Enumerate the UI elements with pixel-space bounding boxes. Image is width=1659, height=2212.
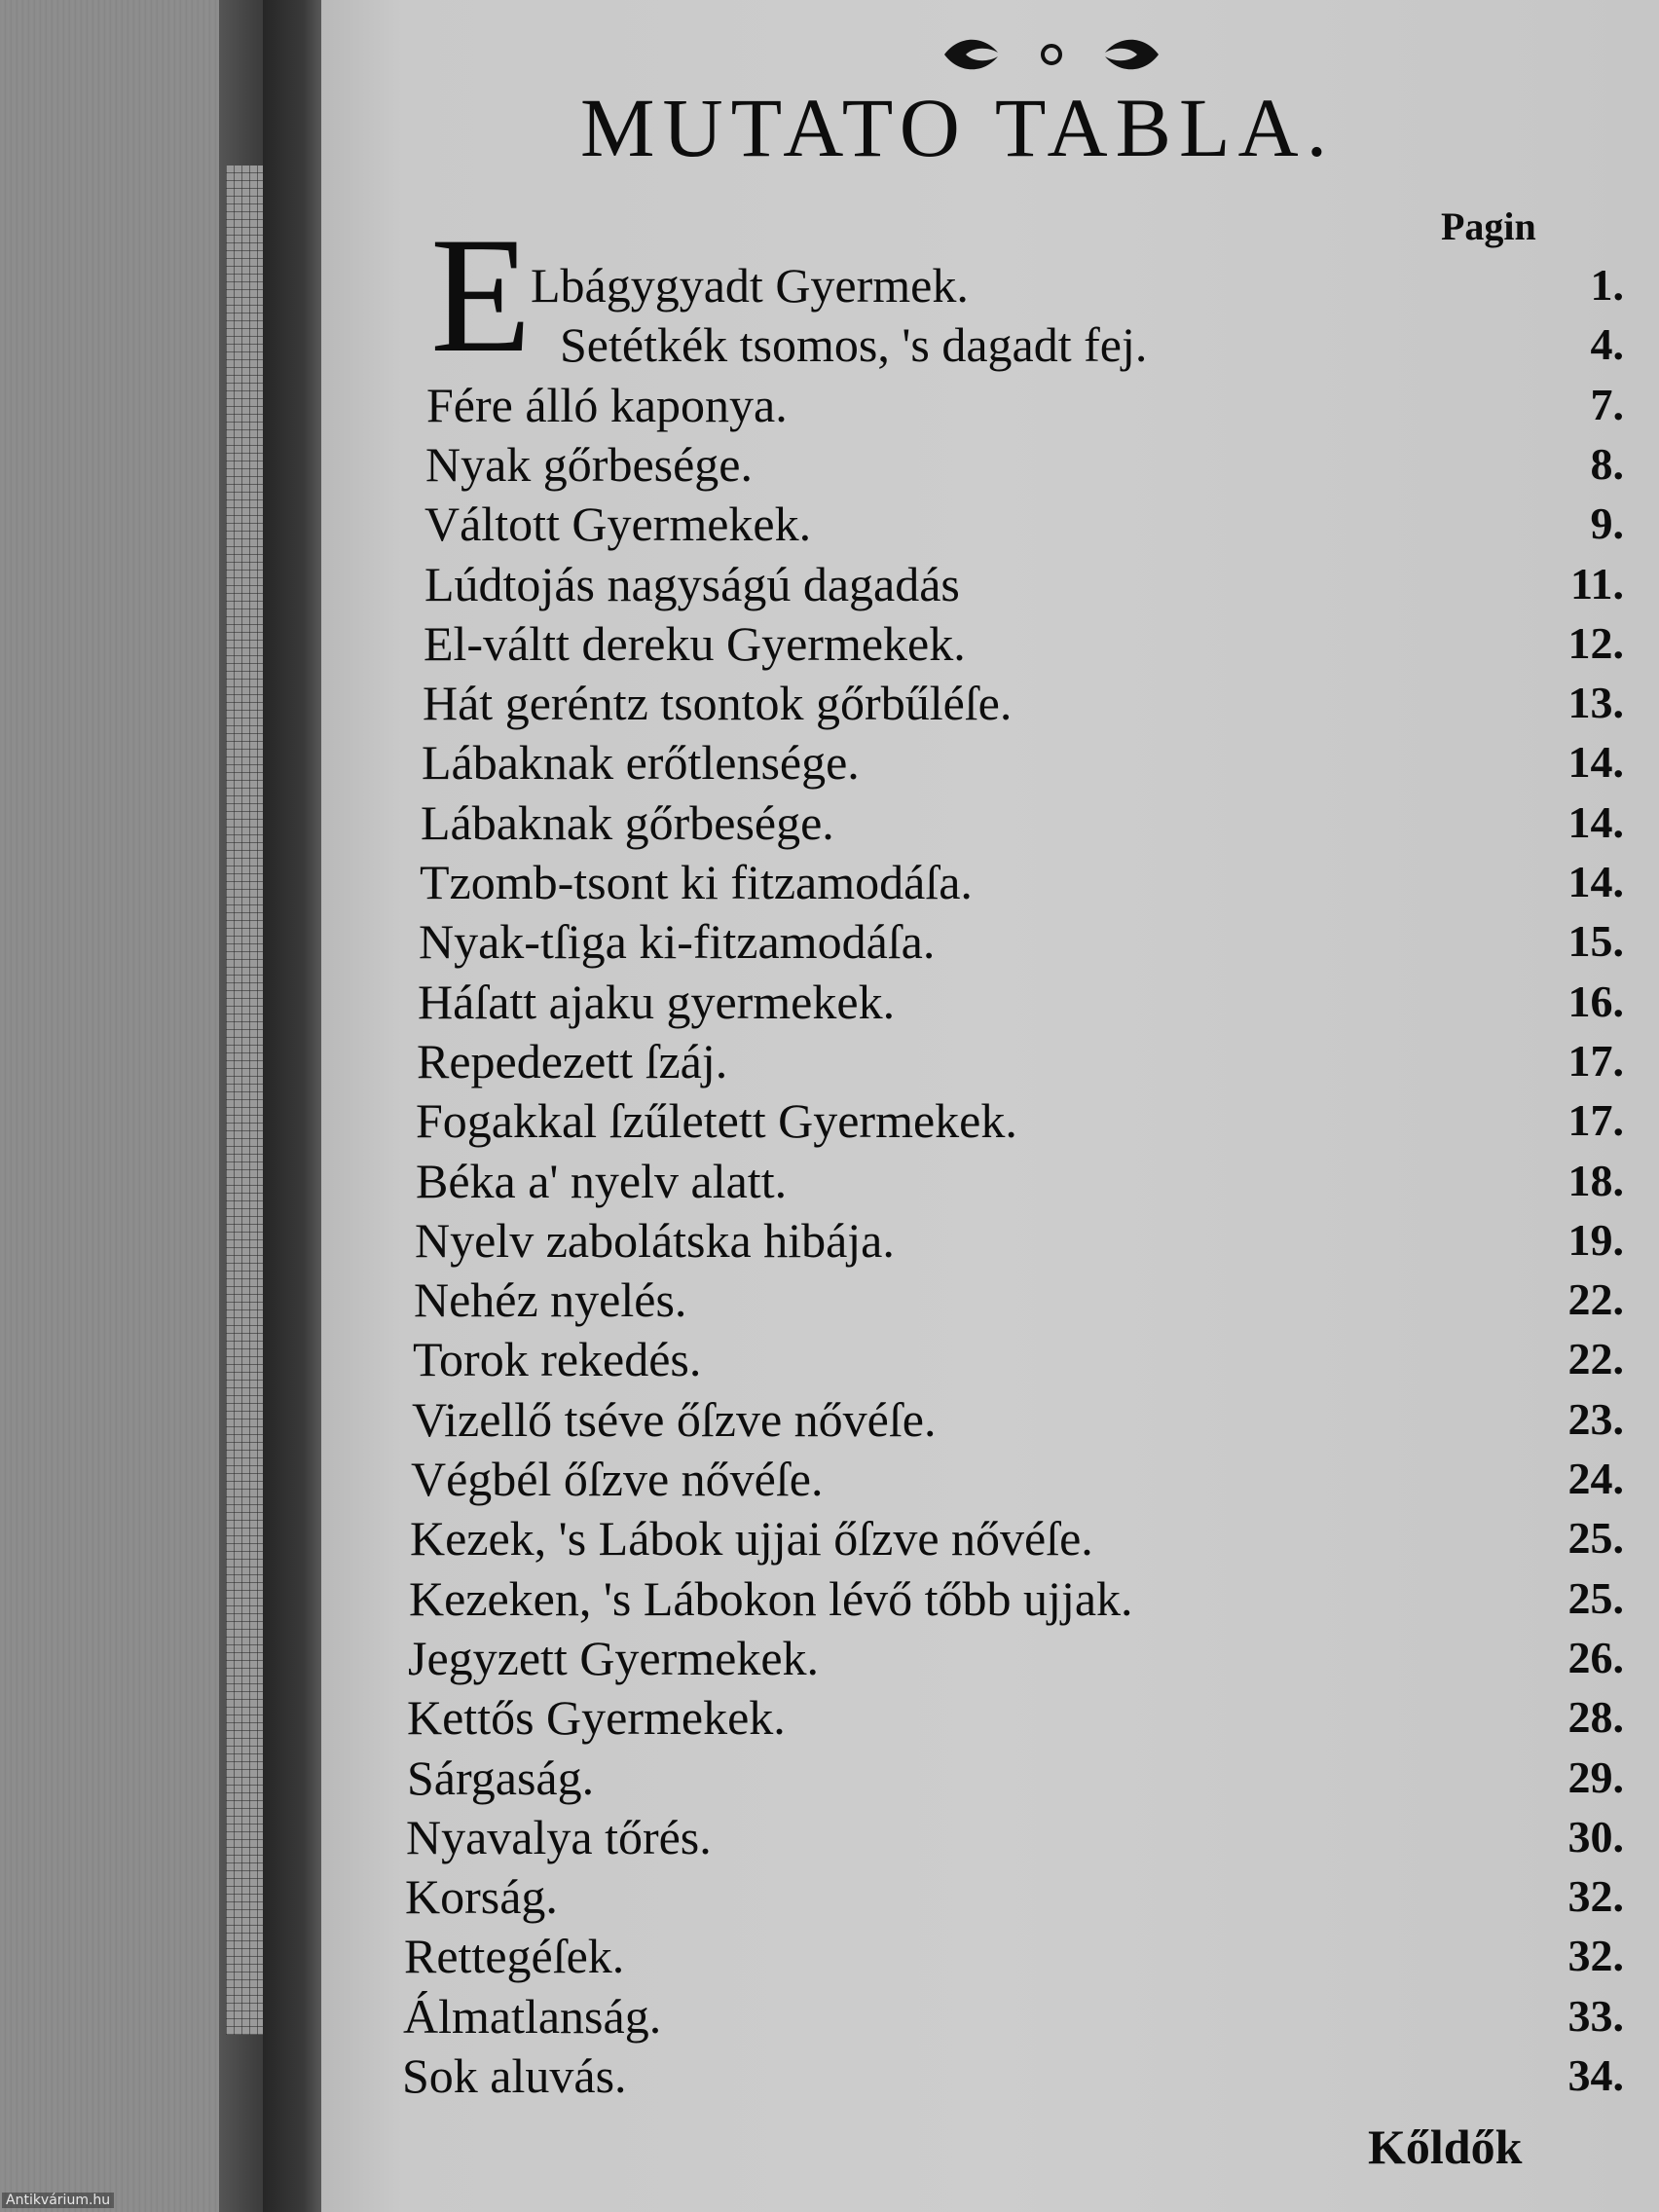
watermark: Antikvárium.hu (2, 2193, 114, 2208)
headband-texture (226, 166, 263, 2035)
index-page (321, 0, 1659, 2212)
entry-page-number: 18. (1567, 1156, 1624, 1205)
ornament-icon (905, 25, 1198, 84)
drop-cap: E (430, 203, 532, 387)
entry-title: Nehéz nyelés. (414, 1272, 687, 1327)
entry-title: Nyak-tſiga ki-fitzamodáſa. (419, 914, 936, 969)
index-entry (321, 1329, 1659, 1389)
entry-page-number: 25. (1567, 1573, 1624, 1623)
entry-page-number: 9. (1590, 498, 1624, 548)
index-entry (321, 1508, 1659, 1568)
entry-title: Hát geréntz tsontok gőrbűléſe. (423, 676, 1013, 730)
entry-title: Fogakkal ſzűletett Gyermekek. (416, 1093, 1017, 1148)
entry-page-number: 14. (1567, 797, 1624, 847)
entry-title: Lbágygyadt Gyermek. (531, 258, 969, 313)
index-entry (321, 972, 1659, 1032)
entry-title: Vizellő tséve őſzve nővéſe. (412, 1392, 937, 1447)
entry-page-number: 14. (1567, 857, 1624, 906)
entry-page-number: 19. (1567, 1215, 1624, 1265)
entry-title: Végbél őſzve nővéſe. (411, 1452, 824, 1506)
entry-title: Lúdtojás nagyságú dagadás (424, 557, 960, 611)
index-entry (321, 1389, 1659, 1450)
entry-page-number: 32. (1567, 1871, 1624, 1921)
entry-title: Váltott Gyermekek. (424, 497, 812, 551)
entry-title: Nyak gőrbesége. (425, 437, 753, 492)
catchword: Kőldők (1368, 2120, 1523, 2174)
entry-page-number: 8. (1590, 439, 1624, 489)
index-entry (321, 1866, 1659, 1927)
index-entry (321, 1807, 1659, 1867)
index-entry (321, 1031, 1659, 1091)
index-entry (321, 911, 1659, 972)
entry-page-number: 12. (1567, 618, 1624, 668)
entry-title: Kezek, 's Lábok ujjai őſzve nővéſe. (410, 1511, 1093, 1566)
entry-title: Álmatlanság. (403, 1989, 662, 2044)
index-entry (321, 1986, 1659, 2046)
index-entry (321, 375, 1659, 435)
entry-title: Tzomb-tsont ki fitzamodáſa. (420, 855, 973, 909)
entry-page-number: 16. (1567, 977, 1624, 1026)
page-title: MUTATO TABLA. (580, 81, 1336, 174)
entry-page-number: 22. (1567, 1274, 1624, 1324)
entry-page-number: 14. (1567, 737, 1624, 787)
entry-title: Nyavalya tőrés. (406, 1810, 712, 1864)
index-entry (321, 2046, 1659, 2106)
entry-title: El-váltt dereku Gyermekek. (424, 616, 966, 671)
index-entry (321, 732, 1659, 793)
index-entry (321, 1151, 1659, 1211)
entry-title: Lábaknak gőrbesége. (421, 795, 834, 850)
entry-page-number: 24. (1567, 1454, 1624, 1503)
entry-title: Háſatt ajaku gyermekek. (418, 975, 896, 1029)
index-entry (321, 1270, 1659, 1330)
entry-page-number: 23. (1567, 1394, 1624, 1444)
column-header: Pagin (1441, 204, 1536, 248)
entry-page-number: 7. (1590, 380, 1624, 429)
entry-title: Rettegéſek. (404, 1929, 625, 1983)
entry-title: Béka a' nyelv alatt. (416, 1154, 788, 1208)
entry-page-number: 33. (1567, 1991, 1624, 2041)
entry-page-number: 32. (1567, 1931, 1624, 1980)
index-entry (321, 434, 1659, 495)
entry-page-number: 15. (1567, 916, 1624, 966)
entry-page-number: 1. (1590, 260, 1624, 310)
index-entry (321, 1568, 1659, 1629)
entry-title: Kettős Gyermekek. (407, 1690, 786, 1745)
index-entry (321, 494, 1659, 554)
entry-page-number: 28. (1567, 1692, 1624, 1742)
entry-title: Repedezett ſzáj. (417, 1034, 728, 1088)
entry-page-number: 25. (1567, 1513, 1624, 1563)
entry-page-number: 30. (1567, 1812, 1624, 1862)
index-entry (321, 1687, 1659, 1748)
index-entry (321, 314, 1659, 375)
entry-title: Korság. (405, 1869, 558, 1924)
entry-title: Lábaknak erőtlensége. (422, 735, 860, 790)
index-entry (321, 1449, 1659, 1509)
index-entry (321, 554, 1659, 614)
entry-page-number: 17. (1567, 1036, 1624, 1086)
index-entry (321, 673, 1659, 733)
index-entry (321, 1926, 1659, 1986)
index-entry (321, 255, 1659, 315)
entry-page-number: 29. (1567, 1752, 1624, 1802)
facing-page (0, 0, 219, 2212)
entry-page-number: 4. (1590, 319, 1624, 369)
index-entry (321, 1628, 1659, 1688)
entry-page-number: 13. (1567, 678, 1624, 727)
entry-title: Fére álló kaponya. (426, 378, 788, 432)
entry-page-number: 26. (1567, 1633, 1624, 1682)
index-entry (321, 613, 1659, 674)
entry-title: Jegyzett Gyermekek. (408, 1631, 820, 1685)
entry-title: Setétkék tsomos, 's dagadt fej. (560, 317, 1148, 372)
entry-title: Nyelv zabolátska hibája. (415, 1213, 895, 1268)
entry-title: Sárgaság. (407, 1751, 595, 1805)
index-entry (321, 1210, 1659, 1271)
entry-page-number: 11. (1570, 559, 1624, 608)
entry-page-number: 22. (1567, 1334, 1624, 1383)
entry-page-number: 17. (1567, 1095, 1624, 1145)
index-entry (321, 793, 1659, 853)
index-entry (321, 1748, 1659, 1808)
entry-title: Kezeken, 's Lábokon lévő tőbb ujjak. (409, 1571, 1133, 1626)
entry-title: Sok aluvás. (402, 2048, 627, 2103)
index-entry (321, 852, 1659, 912)
entry-title: Torok rekedés. (413, 1332, 702, 1386)
entry-page-number: 34. (1567, 2050, 1624, 2100)
index-entry (321, 1090, 1659, 1151)
